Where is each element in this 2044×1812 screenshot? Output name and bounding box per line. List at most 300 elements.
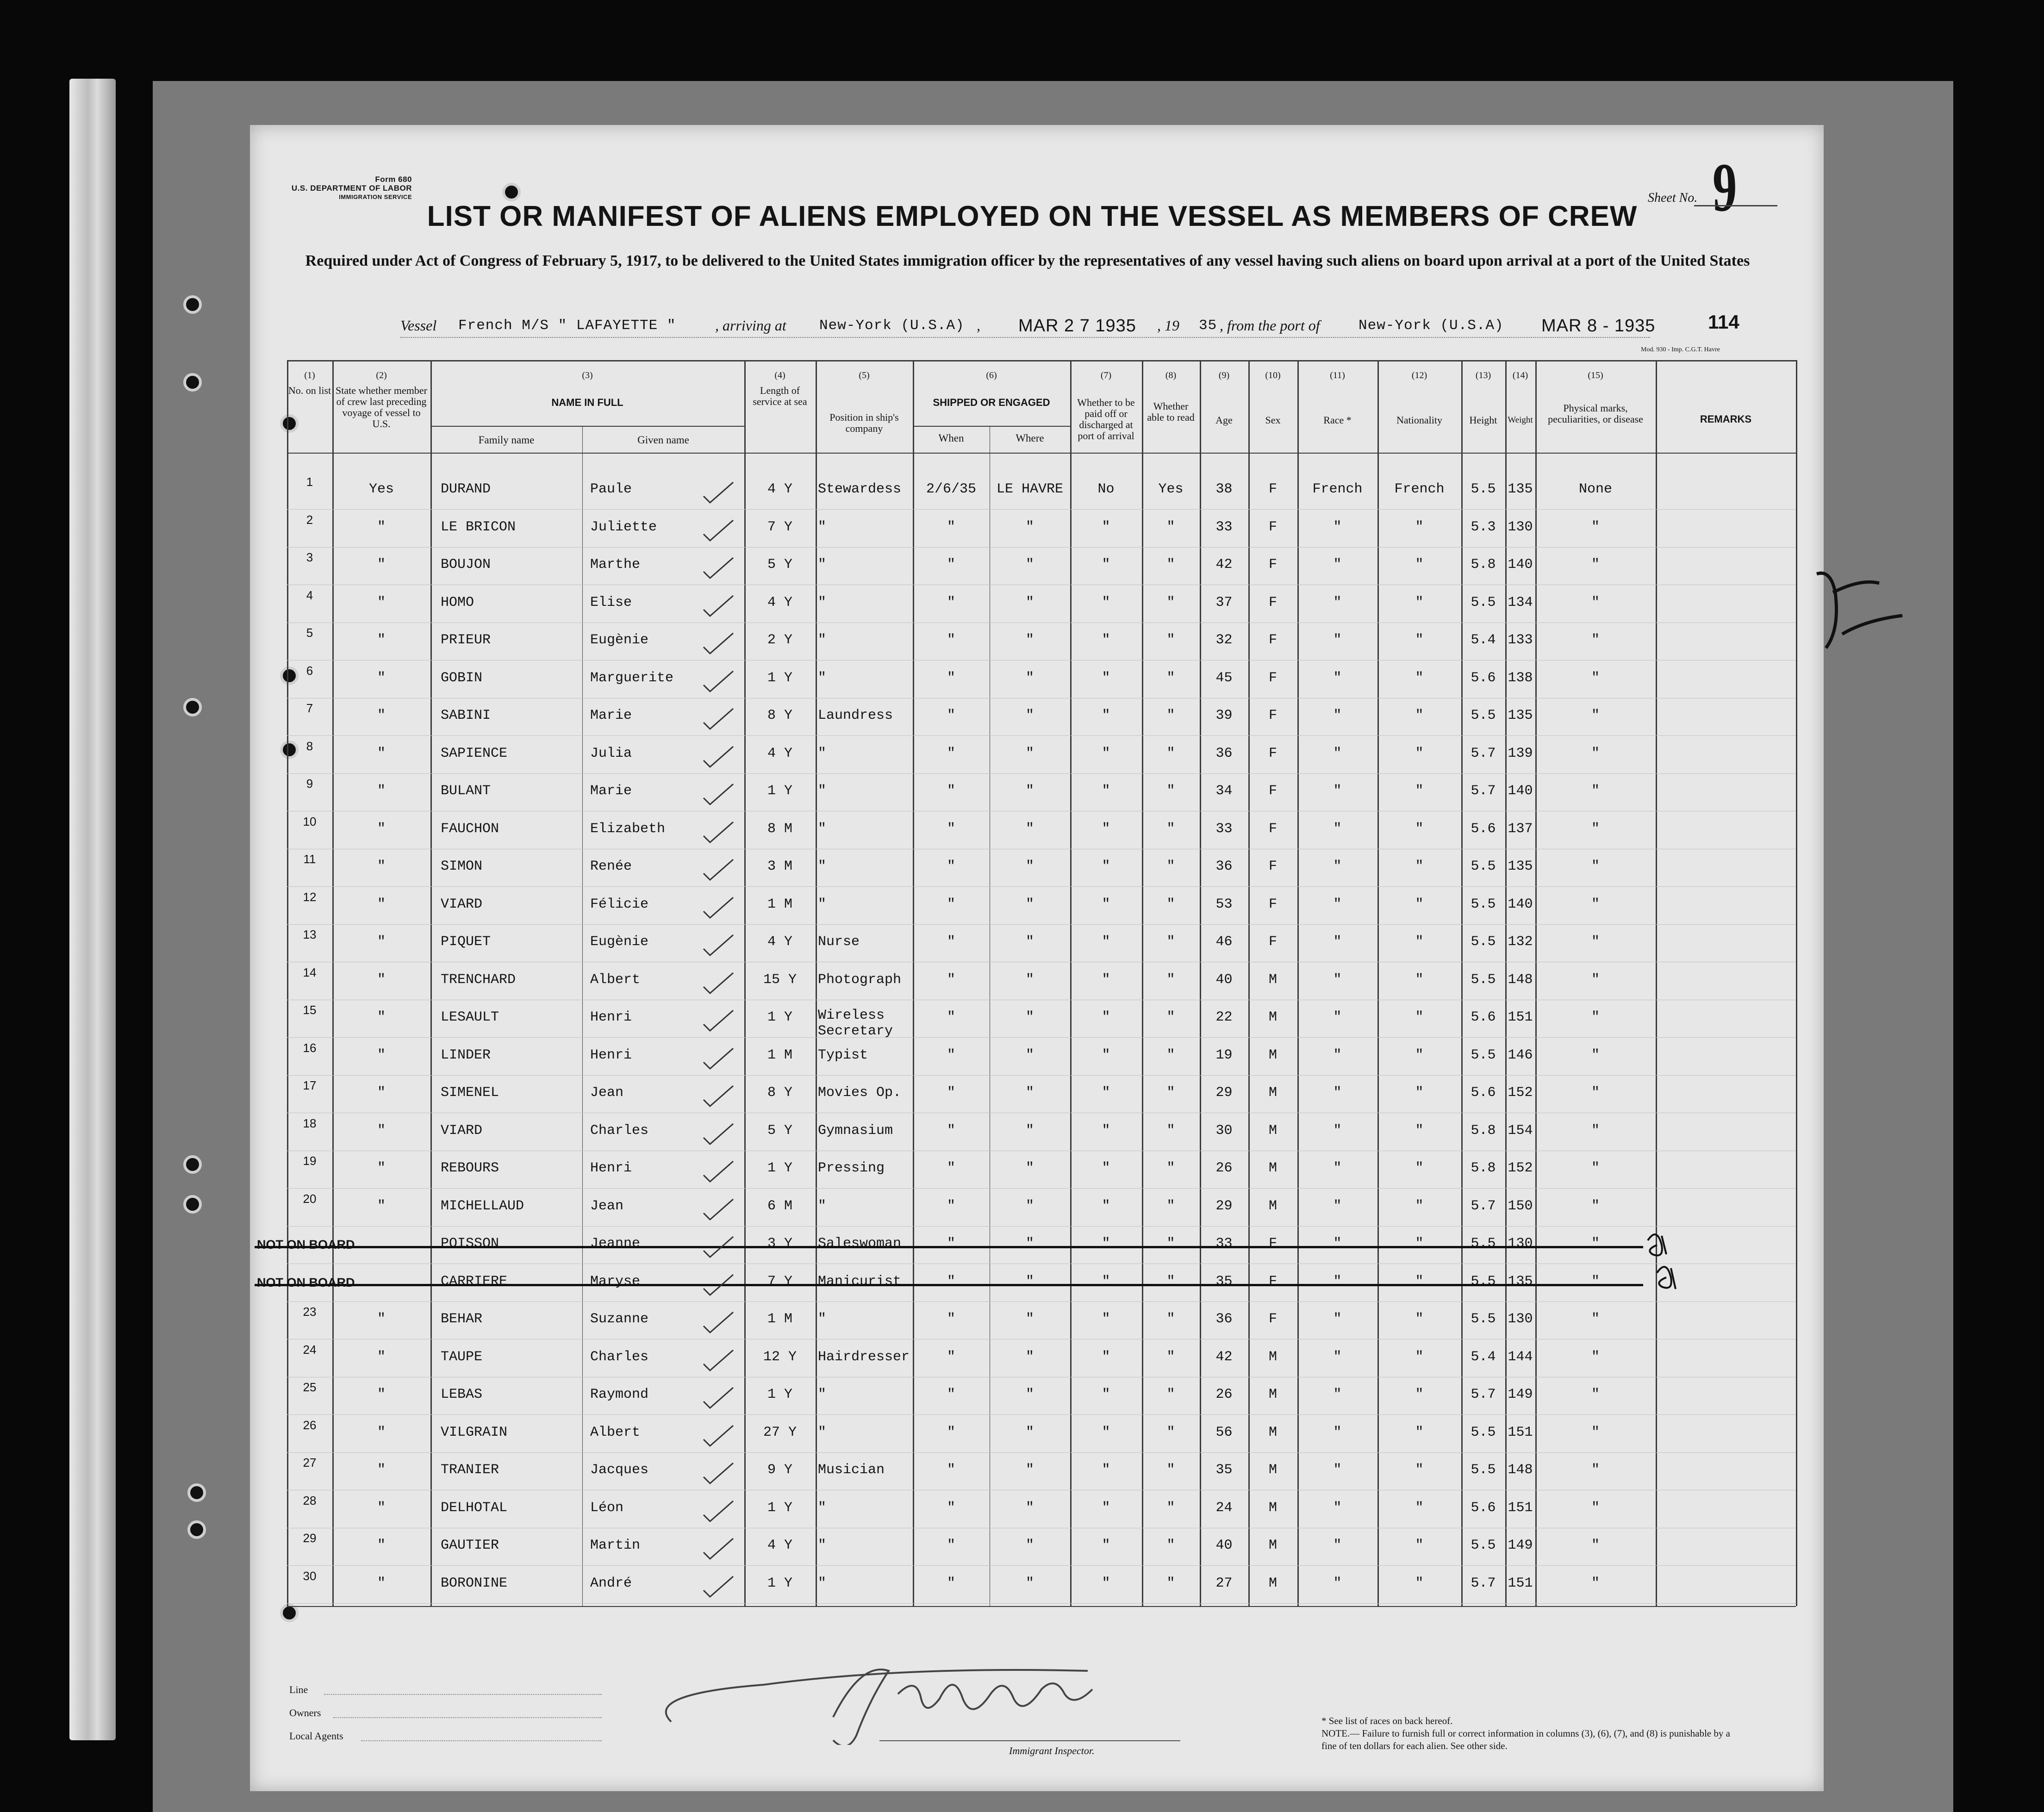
cell-no: 17 — [303, 1078, 317, 1092]
cell-where: " — [1025, 1311, 1034, 1327]
row-rule — [287, 1037, 1796, 1038]
cell-nat: " — [1415, 557, 1424, 573]
cell-read: " — [1166, 1387, 1175, 1402]
cell-age: 33 — [1215, 519, 1233, 535]
sheet-number: 9 — [1713, 149, 1737, 226]
cell-nat: " — [1415, 1236, 1424, 1252]
cell-no: 10 — [303, 815, 317, 828]
cell-prev: " — [377, 1538, 386, 1553]
cell-age: 30 — [1215, 1123, 1233, 1139]
from-port-label: , from the port of — [1220, 317, 1320, 334]
cell-paid: " — [1102, 670, 1110, 686]
cell-age: 36 — [1215, 1311, 1233, 1327]
cell-service: 12 Y — [763, 1349, 797, 1365]
cell-marks: " — [1591, 1009, 1600, 1025]
cell-age: 26 — [1215, 1160, 1233, 1176]
cell-race: " — [1333, 1047, 1342, 1063]
cell-sex: M — [1268, 1160, 1277, 1176]
departure-port: New-York (U.S.A) — [1359, 318, 1504, 334]
cell-weight: 135 — [1508, 708, 1533, 723]
check-marks — [648, 458, 768, 1615]
cell-age: 27 — [1215, 1575, 1233, 1591]
cell-marks: " — [1591, 519, 1600, 535]
cell-when: " — [947, 519, 955, 535]
cell-service: 4 Y — [767, 1538, 792, 1553]
cell-position: " — [818, 897, 827, 912]
cell-prev: " — [377, 1387, 386, 1402]
cell-race: " — [1333, 1387, 1342, 1402]
comma: , — [977, 317, 980, 334]
cell-sex: M — [1268, 1123, 1277, 1139]
cell-read: " — [1166, 1425, 1175, 1440]
cell-where: " — [1025, 859, 1034, 874]
cell-race: " — [1333, 1500, 1342, 1516]
cell-given: Martin — [590, 1538, 641, 1553]
cell-sex: M — [1268, 1009, 1277, 1025]
cell-read: " — [1166, 1462, 1175, 1478]
cell-prev: " — [377, 708, 386, 723]
col-num-11: (11) — [1330, 370, 1345, 380]
cell-no: 24 — [303, 1343, 317, 1357]
check-mark — [704, 633, 733, 654]
cell-position: Manicurist — [818, 1274, 902, 1289]
cell-weight: 146 — [1508, 1047, 1533, 1063]
cell-position: " — [818, 821, 827, 837]
cell-race: " — [1333, 1349, 1342, 1365]
cell-paid: " — [1102, 859, 1110, 874]
cell-weight: 135 — [1508, 481, 1533, 497]
cell-race: " — [1333, 595, 1342, 610]
cell-weight: 140 — [1508, 897, 1533, 912]
punch-hole — [183, 1155, 202, 1174]
col-header-race: Race * — [1323, 414, 1352, 426]
cell-sex: M — [1268, 1500, 1277, 1516]
cell-age: 45 — [1215, 670, 1233, 686]
cell-weight: 149 — [1508, 1387, 1533, 1402]
cell-given: Marthe — [590, 557, 641, 573]
cell-no: 3 — [306, 550, 313, 564]
cell-marks: " — [1591, 1085, 1600, 1101]
cell-given: Marguerite — [590, 670, 674, 686]
owners-dots — [333, 1717, 602, 1718]
cell-where: " — [1025, 1009, 1034, 1025]
cell-weight: 148 — [1508, 1462, 1533, 1478]
cell-paid: " — [1102, 595, 1110, 610]
cell-family: TRANIER — [441, 1462, 499, 1478]
cell-given: Henri — [590, 1047, 632, 1063]
cell-height: 5.5 — [1471, 1425, 1496, 1440]
footer-notes — [1321, 1715, 1738, 1752]
col-num-15: (15) — [1588, 370, 1603, 380]
cell-when: " — [947, 1500, 955, 1516]
not-on-board-stamp: NOT ON BOARD — [257, 1238, 355, 1252]
cell-where: " — [1025, 708, 1034, 723]
row-rule — [287, 886, 1796, 887]
cell-position: Stewardess — [818, 481, 902, 497]
cell-read: " — [1166, 783, 1175, 799]
cell-prev: " — [377, 1009, 386, 1025]
cell-position: " — [818, 783, 827, 799]
cell-position: " — [818, 595, 827, 610]
cell-given: Renée — [590, 859, 632, 874]
cell-where: " — [1025, 1349, 1034, 1365]
row-rule — [287, 1301, 1796, 1302]
cell-race: " — [1333, 1160, 1342, 1176]
col-num-7: (7) — [1100, 370, 1112, 380]
cell-race: " — [1333, 1425, 1342, 1440]
owners-label: Owners — [289, 1707, 321, 1719]
cell-nat: " — [1415, 519, 1424, 535]
cell-service: 1 Y — [767, 1500, 792, 1516]
cell-no: 5 — [306, 626, 313, 640]
cell-marks: " — [1591, 1349, 1600, 1365]
check-mark — [704, 1463, 733, 1483]
cell-weight: 151 — [1508, 1575, 1533, 1591]
cell-no: 29 — [303, 1531, 317, 1545]
local-agents-label: Local Agents — [289, 1730, 343, 1742]
cell-nat: " — [1415, 670, 1424, 686]
cell-when: " — [947, 632, 955, 648]
sheet-underline — [1694, 205, 1777, 206]
cell-sex: F — [1268, 897, 1277, 912]
cell-given: Henri — [590, 1160, 632, 1176]
cell-prev: " — [377, 632, 386, 648]
cell-age: 46 — [1215, 934, 1233, 950]
line-label: Line — [289, 1684, 308, 1695]
cell-height: 5.5 — [1471, 1236, 1496, 1252]
cell-when: " — [947, 1575, 955, 1591]
cell-marks: " — [1591, 1462, 1600, 1478]
cell-family: GOBIN — [441, 670, 483, 686]
cell-service: 1 M — [767, 1311, 792, 1327]
cell-sex: F — [1268, 708, 1277, 723]
cell-sex: F — [1268, 1311, 1277, 1327]
cell-read: " — [1166, 519, 1175, 535]
row-rule — [287, 1075, 1796, 1076]
cell-age: 40 — [1215, 972, 1233, 988]
cell-position: " — [818, 1500, 827, 1516]
cell-age: 32 — [1215, 632, 1233, 648]
cell-prev: " — [377, 1462, 386, 1478]
cell-service: 1 Y — [767, 1387, 792, 1402]
cell-sex: F — [1268, 670, 1277, 686]
cell-given: Paule — [590, 481, 632, 497]
cell-service: 4 Y — [767, 934, 792, 950]
cell-given: Jacques — [590, 1462, 649, 1478]
arriving-label: , arriving at — [715, 317, 786, 334]
cell-given: Maryse — [590, 1274, 641, 1289]
cell-paid: " — [1102, 1349, 1110, 1365]
cell-family: SABINI — [441, 708, 491, 723]
cell-family: SAPIENCE — [441, 746, 508, 761]
cell-paid: " — [1102, 1274, 1110, 1289]
cell-family: FAUCHON — [441, 821, 499, 837]
cell-sex: M — [1268, 1387, 1277, 1402]
cell-family: PIQUET — [441, 934, 491, 950]
service-name: IMMIGRATION SERVICE — [339, 193, 412, 200]
cell-service: 7 Y — [767, 519, 792, 535]
cell-marks: " — [1591, 1387, 1600, 1402]
arrival-port: New-York (U.S.A) — [819, 318, 965, 334]
cell-prev: " — [377, 1085, 386, 1101]
cell-marks: " — [1591, 1575, 1600, 1591]
cell-paid: " — [1102, 1575, 1110, 1591]
cell-race: " — [1333, 632, 1342, 648]
cell-family: BEHAR — [441, 1311, 483, 1327]
col-num-6: (6) — [986, 370, 997, 380]
cell-race: " — [1333, 1462, 1342, 1478]
cell-service: 3 Y — [767, 1236, 792, 1252]
cell-sex: F — [1268, 746, 1277, 761]
races-note: * See list of races on back hereof. — [1321, 1715, 1453, 1726]
cell-paid: " — [1102, 934, 1110, 950]
cell-no: 26 — [303, 1418, 317, 1432]
cell-family: DURAND — [441, 481, 491, 497]
cell-when: " — [947, 595, 955, 610]
cell-when: " — [947, 746, 955, 761]
cell-weight: 134 — [1508, 595, 1533, 610]
punch-hole — [187, 1520, 206, 1539]
col-rule — [582, 426, 583, 1606]
cell-paid: " — [1102, 557, 1110, 573]
cell-weight: 138 — [1508, 670, 1533, 686]
cell-read: " — [1166, 632, 1175, 648]
cell-family: LE BRICON — [441, 519, 516, 535]
col-num-2: (2) — [376, 370, 387, 380]
cell-given: Félicie — [590, 897, 649, 912]
cell-weight: 151 — [1508, 1500, 1533, 1516]
check-mark — [704, 1237, 733, 1257]
cell-race: " — [1333, 1198, 1342, 1214]
col-header-physical-marks: Physical marks, peculiarities, or disease — [1548, 402, 1643, 425]
cell-age: 19 — [1215, 1047, 1233, 1063]
cell-paid: " — [1102, 519, 1110, 535]
cell-prev: " — [377, 783, 386, 799]
cell-height: 5.7 — [1471, 1387, 1496, 1402]
cell-nat: " — [1415, 708, 1424, 723]
cell-family: POISSON — [441, 1236, 499, 1252]
cell-nat: " — [1415, 1575, 1424, 1591]
cell-given: Albert — [590, 1425, 641, 1440]
cell-race: " — [1333, 859, 1342, 874]
cell-no: 12 — [303, 890, 317, 904]
cell-position: Wireless Secretary — [818, 1008, 893, 1039]
cell-weight: 137 — [1508, 821, 1533, 837]
cell-where: " — [1025, 1274, 1034, 1289]
cell-nat: " — [1415, 783, 1424, 799]
cell-given: Elise — [590, 595, 632, 610]
cell-read: " — [1166, 1500, 1175, 1516]
check-mark — [704, 1086, 733, 1106]
cell-no: 7 — [306, 701, 313, 715]
strike-through-line — [255, 1246, 1643, 1248]
cell-nat: " — [1415, 1274, 1424, 1289]
cell-weight: 132 — [1508, 934, 1533, 950]
cell-position: " — [818, 1311, 827, 1327]
cell-height: 5.5 — [1471, 934, 1496, 950]
cell-marks: " — [1591, 1500, 1600, 1516]
cell-nat: " — [1415, 972, 1424, 988]
cell-when: " — [947, 1085, 955, 1101]
cell-no: 4 — [306, 588, 313, 602]
cell-read: " — [1166, 972, 1175, 988]
cell-paid: " — [1102, 783, 1110, 799]
cell-given: Charles — [590, 1349, 649, 1365]
cell-race: " — [1333, 1085, 1342, 1101]
cell-height: 5.5 — [1471, 972, 1496, 988]
cell-no: 25 — [303, 1380, 317, 1394]
cell-position: " — [818, 557, 827, 573]
col-num-3: (3) — [582, 370, 593, 380]
cell-marks: " — [1591, 670, 1600, 686]
cell-paid: " — [1102, 1047, 1110, 1063]
cell-paid: " — [1102, 972, 1110, 988]
cell-paid: No — [1097, 481, 1115, 497]
cell-when: " — [947, 1047, 955, 1063]
cell-race: " — [1333, 519, 1342, 535]
cell-position: " — [818, 1575, 827, 1591]
cell-marks: None — [1578, 481, 1612, 497]
cell-when: " — [947, 1538, 955, 1553]
cell-age: 36 — [1215, 859, 1233, 874]
cell-height: 5.5 — [1471, 1047, 1496, 1063]
cell-position: " — [818, 632, 827, 648]
cell-family: LINDER — [441, 1047, 491, 1063]
col-header-position: Position in ship's company — [829, 411, 899, 434]
cell-nat: French — [1394, 481, 1445, 497]
cell-race: " — [1333, 897, 1342, 912]
cell-when: 2/6/35 — [926, 481, 977, 497]
cell-service: 27 Y — [763, 1425, 797, 1440]
cell-position: Hairdresser — [818, 1349, 910, 1365]
cell-height: 5.5 — [1471, 859, 1496, 874]
cell-race: " — [1333, 972, 1342, 988]
punch-hole — [183, 1195, 202, 1214]
cell-when: " — [947, 859, 955, 874]
cell-given: Eugènie — [590, 632, 649, 648]
cell-no: 1 — [306, 475, 313, 489]
cell-family: BORONINE — [441, 1575, 508, 1591]
cell-race: " — [1333, 557, 1342, 573]
cell-read: " — [1166, 1198, 1175, 1214]
cell-position: " — [818, 1387, 827, 1402]
year-value: 35 — [1199, 318, 1217, 334]
cell-marks: " — [1591, 595, 1600, 610]
col-header-no: No. on list — [288, 385, 331, 396]
cell-nat: " — [1415, 1462, 1424, 1478]
cell-read: " — [1166, 1575, 1175, 1591]
check-mark — [704, 1501, 733, 1521]
cell-paid: " — [1102, 746, 1110, 761]
cell-given: Jean — [590, 1085, 624, 1101]
col-header-shipped: SHIPPED OR ENGAGED — [933, 397, 1050, 408]
cell-family: VIARD — [441, 897, 483, 912]
cell-read: " — [1166, 1311, 1175, 1327]
punch-hole — [183, 698, 202, 716]
col-header-sex: Sex — [1265, 414, 1281, 426]
row-rule — [287, 1226, 1796, 1227]
cell-service: 1 Y — [767, 670, 792, 686]
cell-when: " — [947, 708, 955, 723]
cell-read: " — [1166, 1047, 1175, 1063]
cell-service: 1 M — [767, 897, 792, 912]
cell-height: 5.7 — [1471, 746, 1496, 761]
cell-when: " — [947, 934, 955, 950]
cell-given: Henri — [590, 1009, 632, 1025]
cell-where: " — [1025, 1425, 1034, 1440]
cell-nat: " — [1415, 897, 1424, 912]
check-mark — [704, 1124, 733, 1144]
cell-age: 36 — [1215, 746, 1233, 761]
cell-nat: " — [1415, 746, 1424, 761]
cell-given: Julia — [590, 746, 632, 761]
cell-height: 5.4 — [1471, 632, 1496, 648]
cell-age: 33 — [1215, 821, 1233, 837]
col-header-where: Where — [1016, 432, 1044, 444]
agents-dots — [361, 1740, 602, 1741]
cell-nat: " — [1415, 1387, 1424, 1402]
cell-family: TAUPE — [441, 1349, 483, 1365]
cell-read: " — [1166, 1085, 1175, 1101]
shipped-sub-rule — [913, 426, 1070, 427]
cell-age: 39 — [1215, 708, 1233, 723]
cell-service: 6 M — [767, 1198, 792, 1214]
cell-service: 1 Y — [767, 1160, 792, 1176]
cell-marks: " — [1591, 1198, 1600, 1214]
cell-marks: " — [1591, 708, 1600, 723]
check-mark — [704, 747, 733, 767]
cell-position: " — [818, 859, 827, 874]
form-number: Form 680 — [375, 175, 412, 184]
cell-height: 5.5 — [1471, 1462, 1496, 1478]
signature-text — [805, 1648, 948, 1680]
cell-marks: " — [1591, 934, 1600, 950]
table-header-rule — [287, 453, 1796, 454]
sheet-label: Sheet No. — [1648, 191, 1698, 205]
col-num-13: (13) — [1475, 370, 1491, 380]
cell-height: 5.7 — [1471, 1198, 1496, 1214]
cell-no: 11 — [303, 852, 316, 866]
cell-service: 8 M — [767, 821, 792, 837]
cell-paid: " — [1102, 708, 1110, 723]
cell-family: PRIEUR — [441, 632, 491, 648]
cell-weight: 133 — [1508, 632, 1533, 648]
strike-through-line — [255, 1284, 1643, 1286]
cell-height: 5.5 — [1471, 1274, 1496, 1289]
cell-no: 30 — [303, 1569, 317, 1583]
cell-no: 28 — [303, 1494, 317, 1507]
cell-marks: " — [1591, 1123, 1600, 1139]
cell-sex: M — [1268, 1575, 1277, 1591]
cell-paid: " — [1102, 632, 1110, 648]
vessel-line-rule — [400, 337, 1650, 338]
cell-nat: " — [1415, 1349, 1424, 1365]
cell-given: Elizabeth — [590, 821, 666, 837]
cell-race: " — [1333, 746, 1342, 761]
cell-when: " — [947, 1236, 955, 1252]
cell-age: 22 — [1215, 1009, 1233, 1025]
cell-nat: " — [1415, 1123, 1424, 1139]
cell-family: VILGRAIN — [441, 1425, 508, 1440]
inspector-label: Immigrant Inspector. — [1009, 1745, 1095, 1756]
cell-no: 16 — [303, 1041, 317, 1055]
cell-sex: F — [1268, 557, 1277, 573]
cell-height: 5.7 — [1471, 1575, 1496, 1591]
col-header-remarks: REMARKS — [1700, 413, 1752, 425]
check-mark — [704, 1350, 733, 1370]
cell-weight: 140 — [1508, 783, 1533, 799]
row-rule — [287, 773, 1796, 774]
